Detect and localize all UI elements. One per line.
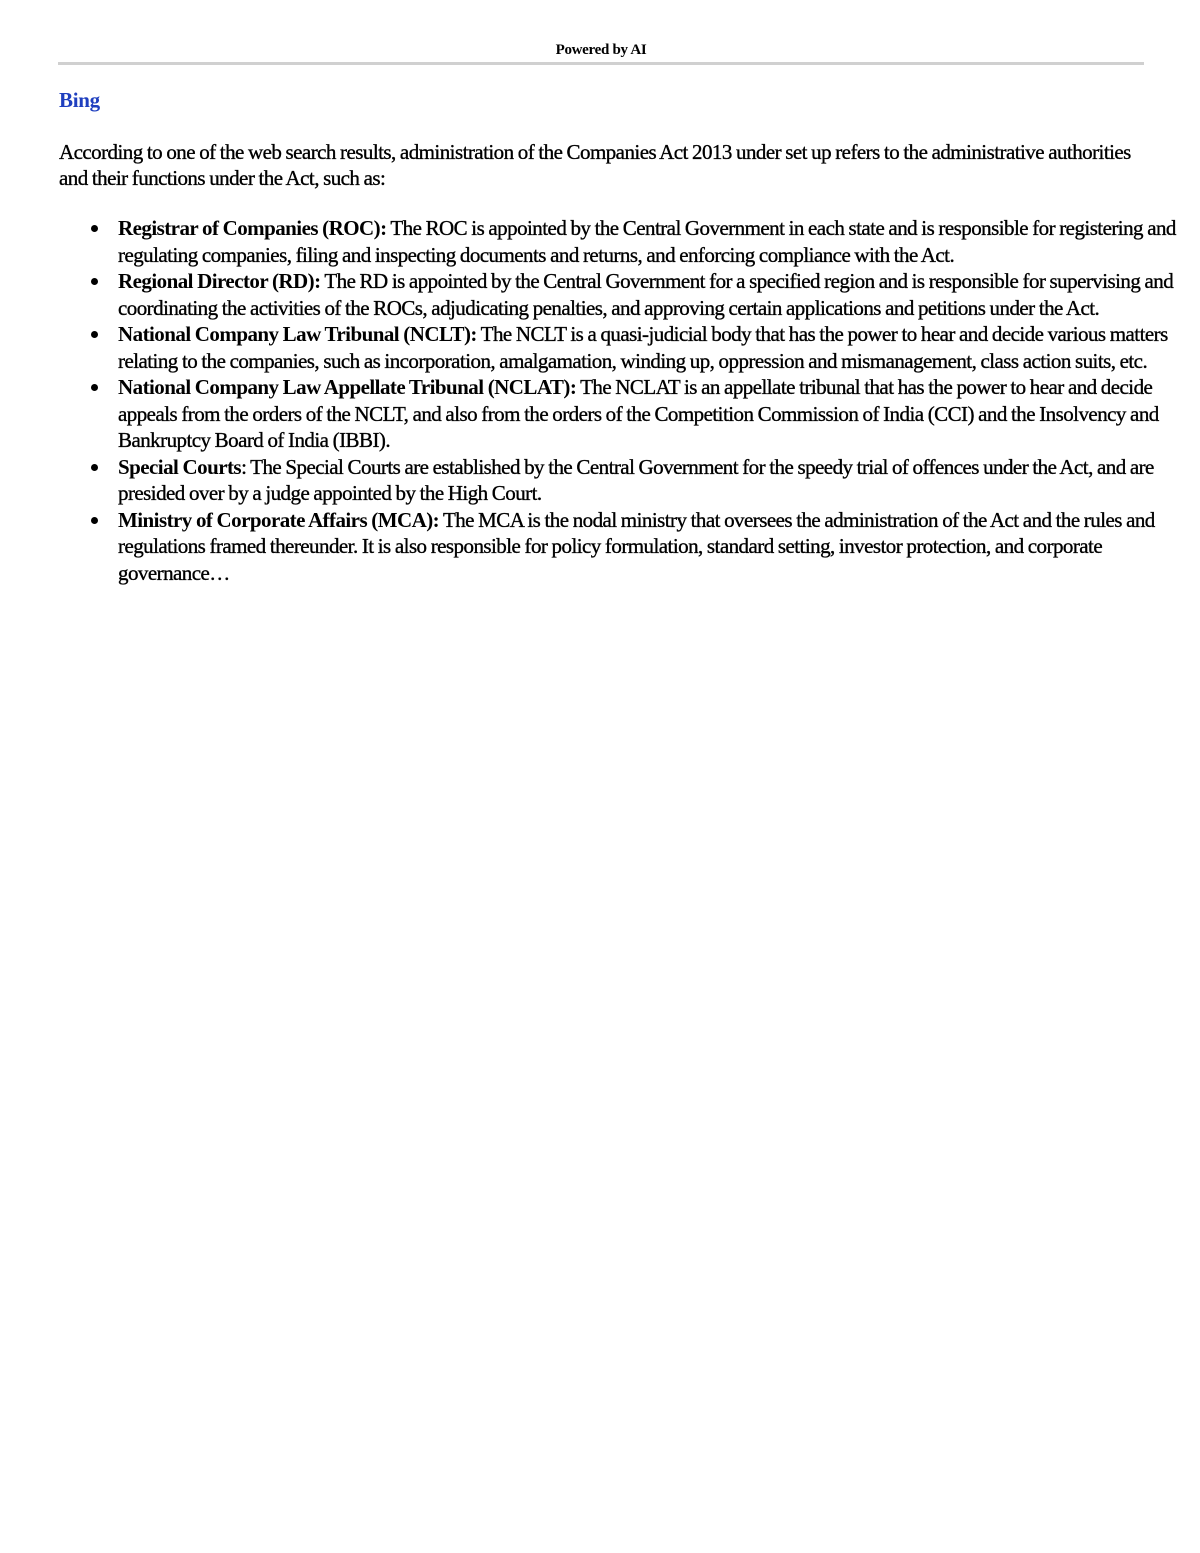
item-separator: : bbox=[380, 216, 387, 240]
item-description: The RD is appointed by the Central Government for a specified region and is responsible for supervising and coordinating the activities of the ROCs, adjudicating penalties, and approving certain applications and petitions under the Act. bbox=[118, 269, 1174, 320]
list-item bbox=[118, 507, 1200, 587]
item-term: Regional Director (RD) bbox=[118, 269, 315, 293]
intro-text: According to one of the web search results, administration of the Companies Act 2013 under set up refers to the administrative authorities and their functions under the Act, such as: bbox=[59, 140, 1131, 190]
header-title: Powered by AI bbox=[555, 42, 647, 58]
authorities-list bbox=[59, 215, 1200, 586]
item-term: Registrar of Companies (ROC) bbox=[118, 216, 381, 240]
list-item bbox=[118, 454, 1200, 507]
bullet-icon bbox=[91, 384, 98, 391]
item-term: Special Courts bbox=[118, 454, 242, 479]
header-divider bbox=[58, 62, 1144, 65]
bullet-icon bbox=[91, 517, 98, 524]
bullet-icon bbox=[91, 278, 98, 285]
item-description: The Special Courts are established by the Central Government for the speedy trial of offences under the Act, and are presided over by a judge appointed by the High Court. bbox=[118, 454, 1154, 505]
item-separator: : bbox=[314, 269, 321, 293]
item-separator: : bbox=[470, 322, 477, 346]
item-separator: : bbox=[241, 454, 247, 479]
item-term: National Company Law Tribunal (NCLT) bbox=[118, 322, 471, 346]
source-title: Bing bbox=[59, 88, 100, 112]
item-term: National Company Law Appellate Tribunal (NCLAT) bbox=[118, 375, 570, 399]
bullet-icon bbox=[91, 225, 98, 232]
item-term: Ministry of Corporate Affairs (MCA) bbox=[118, 507, 433, 532]
item-description: The NCLT is a quasi-judicial body that has the power to hear and decide various matters relating to the companies, such as incorporation, amalgamation, winding up, oppression and mismanagement, class action suits, etc. bbox=[118, 322, 1168, 373]
bullet-icon bbox=[91, 331, 98, 338]
page-header bbox=[58, 40, 1144, 60]
list-item bbox=[118, 374, 1200, 454]
list-item bbox=[118, 215, 1200, 268]
item-description: The MCA is the nodal ministry that oversees the administration of the Act and the rules and regulations framed thereunder. It is also responsible for policy formulation, standard setting, investor protection, and corporate governance… bbox=[118, 507, 1155, 585]
item-separator: : bbox=[569, 375, 577, 399]
item-description: The NCLAT is an appellate tribunal that has the power to hear and decide appeals from the orders of the NCLT, and also from the orders of the Competition Commission of India (CCI) and the Insolvency and Bankruptcy Board of India (IBBI). bbox=[118, 375, 1159, 452]
item-description: The ROC is appointed by the Central Government in each state and is responsible for registering and regulating companies, filing and inspecting documents and returns, and enforcing compliance with the Act. bbox=[118, 216, 1176, 267]
list-item bbox=[118, 321, 1200, 374]
intro-paragraph bbox=[59, 139, 1149, 191]
list-item bbox=[118, 268, 1200, 321]
bullet-icon bbox=[91, 464, 98, 471]
item-separator: : bbox=[432, 507, 440, 532]
